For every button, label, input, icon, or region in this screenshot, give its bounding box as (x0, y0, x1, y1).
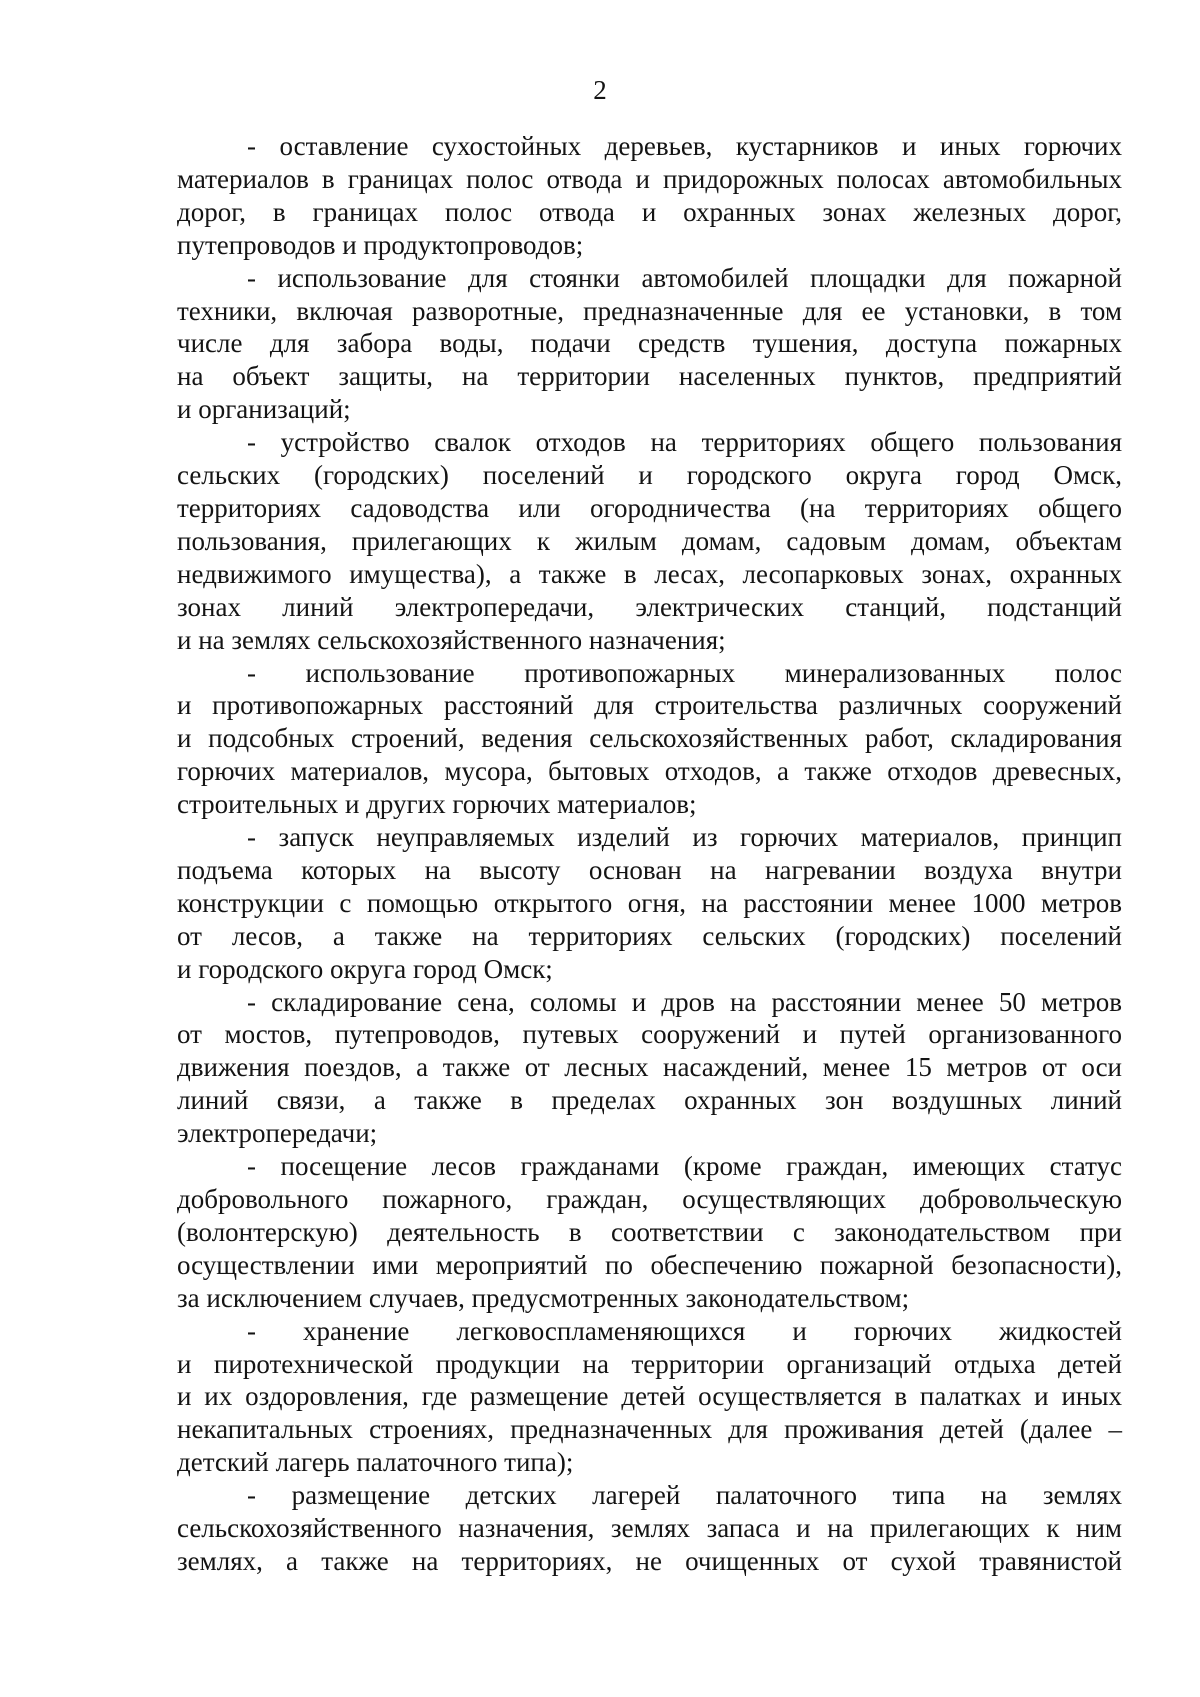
text-line: от мостов, путепроводов, путевых сооружений и путей организованного (177, 1019, 1122, 1050)
text-line: территориях садоводства или огородничества (на территориях общего (177, 492, 1122, 523)
text-line: материалов в границах полос отвода и придорожных полосах автомобильных (177, 163, 1122, 194)
list-item-paragraph (177, 1150, 1122, 1315)
list-item-paragraph (177, 657, 1122, 822)
text-line: путепроводов и продуктопроводов; (177, 229, 584, 260)
text-line: - посещение лесов гражданами (кроме граждан, имеющих статус (247, 1151, 1122, 1182)
text-line: - размещение детских лагерей палаточного типа на землях (247, 1480, 1122, 1511)
text-line: дорог, в границах полос отвода и охранных зонах железных дорог, (177, 196, 1122, 227)
text-line: техники, включая разворотные, предназначенные для ее установки, в том (177, 295, 1122, 326)
list-item-paragraph (177, 986, 1122, 1151)
list-item-paragraph (177, 426, 1122, 656)
text-line: строительных и других горючих материалов; (177, 789, 697, 820)
text-line: зонах линий электропередачи, электрических станций, подстанций (177, 591, 1122, 622)
text-line: и их оздоровления, где размещение детей осуществляется в палатках и иных (177, 1381, 1122, 1412)
list-item-paragraph (177, 262, 1122, 427)
text-line: - оставление сухостойных деревьев, кустарников и иных горючих (247, 131, 1122, 161)
list-item-paragraph (177, 1479, 1122, 1578)
text-line: от лесов, а также на территориях сельских (городских) поселений (177, 920, 1122, 951)
text-line: и подсобных строений, ведения сельскохозяйственных работ, складирования (177, 723, 1122, 754)
text-line: пользования, прилегающих к жилым домам, садовым домам, объектам (177, 525, 1122, 556)
text-line: сельских (городских) поселений и городского округа город Омск, (177, 460, 1122, 491)
text-line: осуществлении ими мероприятий по обеспечению пожарной безопасности), (177, 1249, 1122, 1280)
text-line: и пиротехнической продукции на территории организаций отдыха детей (177, 1348, 1122, 1379)
text-line: конструкции с помощью открытого огня, на расстоянии менее 1000 метров (177, 887, 1122, 918)
text-line: - использование противопожарных минерализованных полос (247, 657, 1122, 688)
text-line: - хранение легковоспламеняющихся и горючих жидкостей (247, 1315, 1122, 1346)
text-line: добровольного пожарного, граждан, осуществляющих добровольческую (177, 1184, 1122, 1214)
text-line: некапитальных строениях, предназначенных для проживания детей (далее – (177, 1414, 1122, 1445)
text-line: сельскохозяйственного назначения, землях запаса и на прилегающих к ним (177, 1513, 1122, 1544)
text-line: за исключением случаев, предусмотренных законодательством; (177, 1282, 910, 1313)
text-line: детский лагерь палаточного типа); (177, 1447, 574, 1478)
text-line: (волонтерскую) деятельность в соответствии с законодательством при (177, 1216, 1122, 1247)
text-line: движения поездов, а также от лесных насаждений, менее 15 метров от оси (177, 1052, 1122, 1083)
text-line: горючих материалов, мусора, бытовых отходов, а также отходов древесных, (177, 756, 1122, 787)
list-item-paragraph (177, 130, 1122, 262)
document-body (177, 130, 1122, 1578)
text-line: - складирование сена, соломы и дров на расстоянии менее 50 метров (247, 986, 1122, 1017)
page-number: 2 (593, 75, 607, 105)
text-line: и городского округа город Омск; (177, 953, 553, 984)
text-line: линий связи, а также в пределах охранных зон воздушных линий (177, 1085, 1122, 1116)
text-line: числе для забора воды, подачи средств тушения, доступа пожарных (177, 328, 1122, 359)
text-line: и противопожарных расстояний для строительства различных сооружений (177, 690, 1122, 721)
text-line: - использование для стоянки автомобилей площадки для пожарной (247, 262, 1122, 293)
list-item-paragraph (177, 1315, 1122, 1480)
text-line: - устройство свалок отходов на территориях общего пользования (247, 427, 1122, 458)
list-item-paragraph (177, 821, 1122, 986)
text-line: землях, а также на территориях, не очищенных от сухой травянистой (177, 1545, 1122, 1576)
text-line: на объект защиты, на территории населенных пунктов, предприятий (177, 361, 1122, 392)
text-line: и на землях сельскохозяйственного назначения; (177, 624, 726, 655)
text-line: - запуск неуправляемых изделий из горючих материалов, принцип (247, 822, 1122, 853)
text-line: подъема которых на высоту основан на нагревании воздуха внутри (177, 854, 1122, 885)
text-line: недвижимого имущества), а также в лесах, лесопарковых зонах, охранных (177, 558, 1122, 589)
text-line: и организаций; (177, 394, 351, 425)
text-line: электропередачи; (177, 1118, 378, 1149)
